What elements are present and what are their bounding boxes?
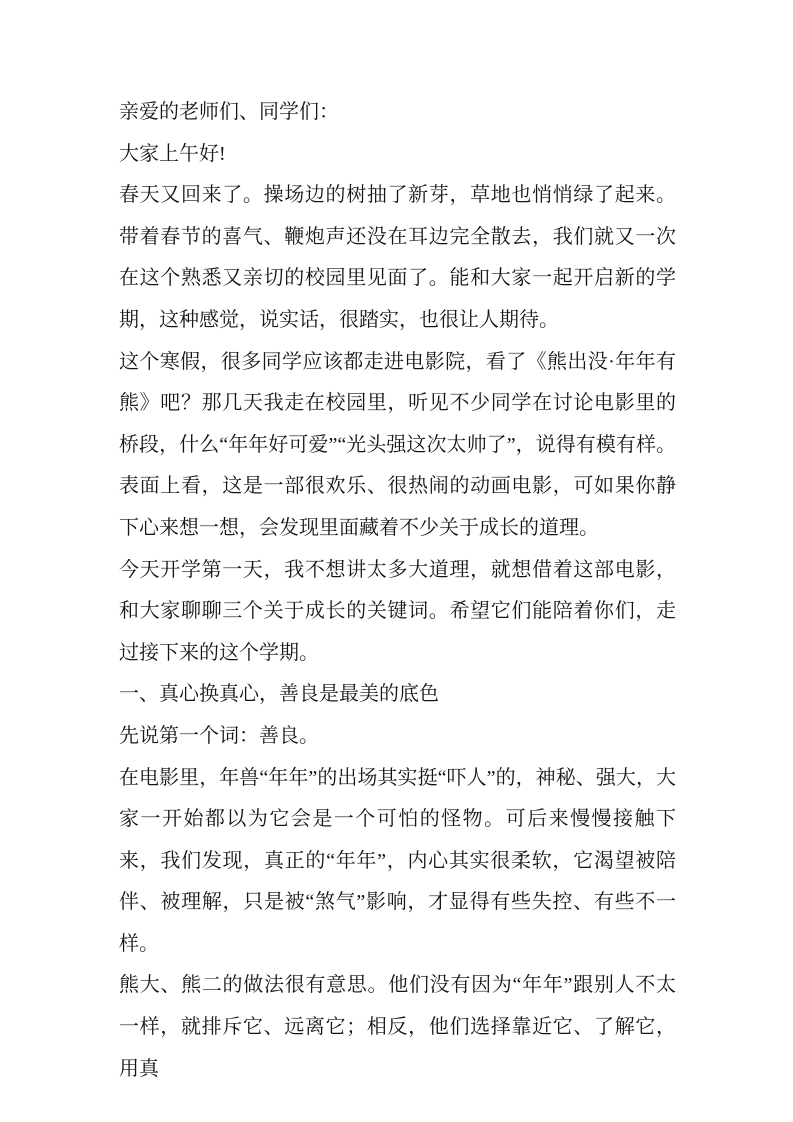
greeting-line: 大家上午好! xyxy=(119,142,226,165)
paragraph: 今天开学第一天，我不想讲太多大道理，就想借着这部电影，和大家聊聊三个关于成长的关键词。希望它们能陪着你们，走过接下来的这个学期。 xyxy=(119,558,676,664)
paragraph: 春天又回来了。操场边的树抽了新芽，草地也悄悄绿了起来。带着春节的喜气、鞭炮声还没在耳边完全散去，我们就又一次在这个熟悉又亲切的校园里见面了。能和大家一起开启新的学期，这种感觉，说实话，很踏实，也很让人期待。 xyxy=(119,184,676,331)
section-heading: 一、真心换真心，善良是最美的底色 xyxy=(119,683,439,706)
paragraph: 先说第一个词：善良。 xyxy=(119,724,319,747)
paragraph: 熊大、熊二的做法很有意思。他们没有因为“年年”跟别人不太一样，就排斥它、远离它；相反，他们选择靠近它、了解它，用真 xyxy=(119,974,676,1080)
salutation-line: 亲爱的老师们、同学们： xyxy=(119,101,339,123)
paragraph: 这个寒假，很多同学应该都走进电影院，看了《熊出没·年年有熊》吧？那几天我走在校园里，听见不少同学在讨论电影里的桥段，什么“年年好可爱”“光头强这次太帅了”，说得有模有样。表面上看，这是一部很欢乐、很热闹的动画电影，可如果你静下心来想一想，会发现里面藏着不少关于成长的道理。 xyxy=(119,350,676,539)
document-body xyxy=(119,92,676,1090)
paragraph: 在电影里，年兽“年年”的出场其实挺“吓人”的，神秘、强大，大家一开始都以为它会是一个可怕的怪物。可后来慢慢接触下来，我们发现，真正的“年年”，内心其实很柔软，它渴望被陪伴、被理解，只是被“煞气”影响，才显得有些失控、有些不一样。 xyxy=(119,766,676,955)
